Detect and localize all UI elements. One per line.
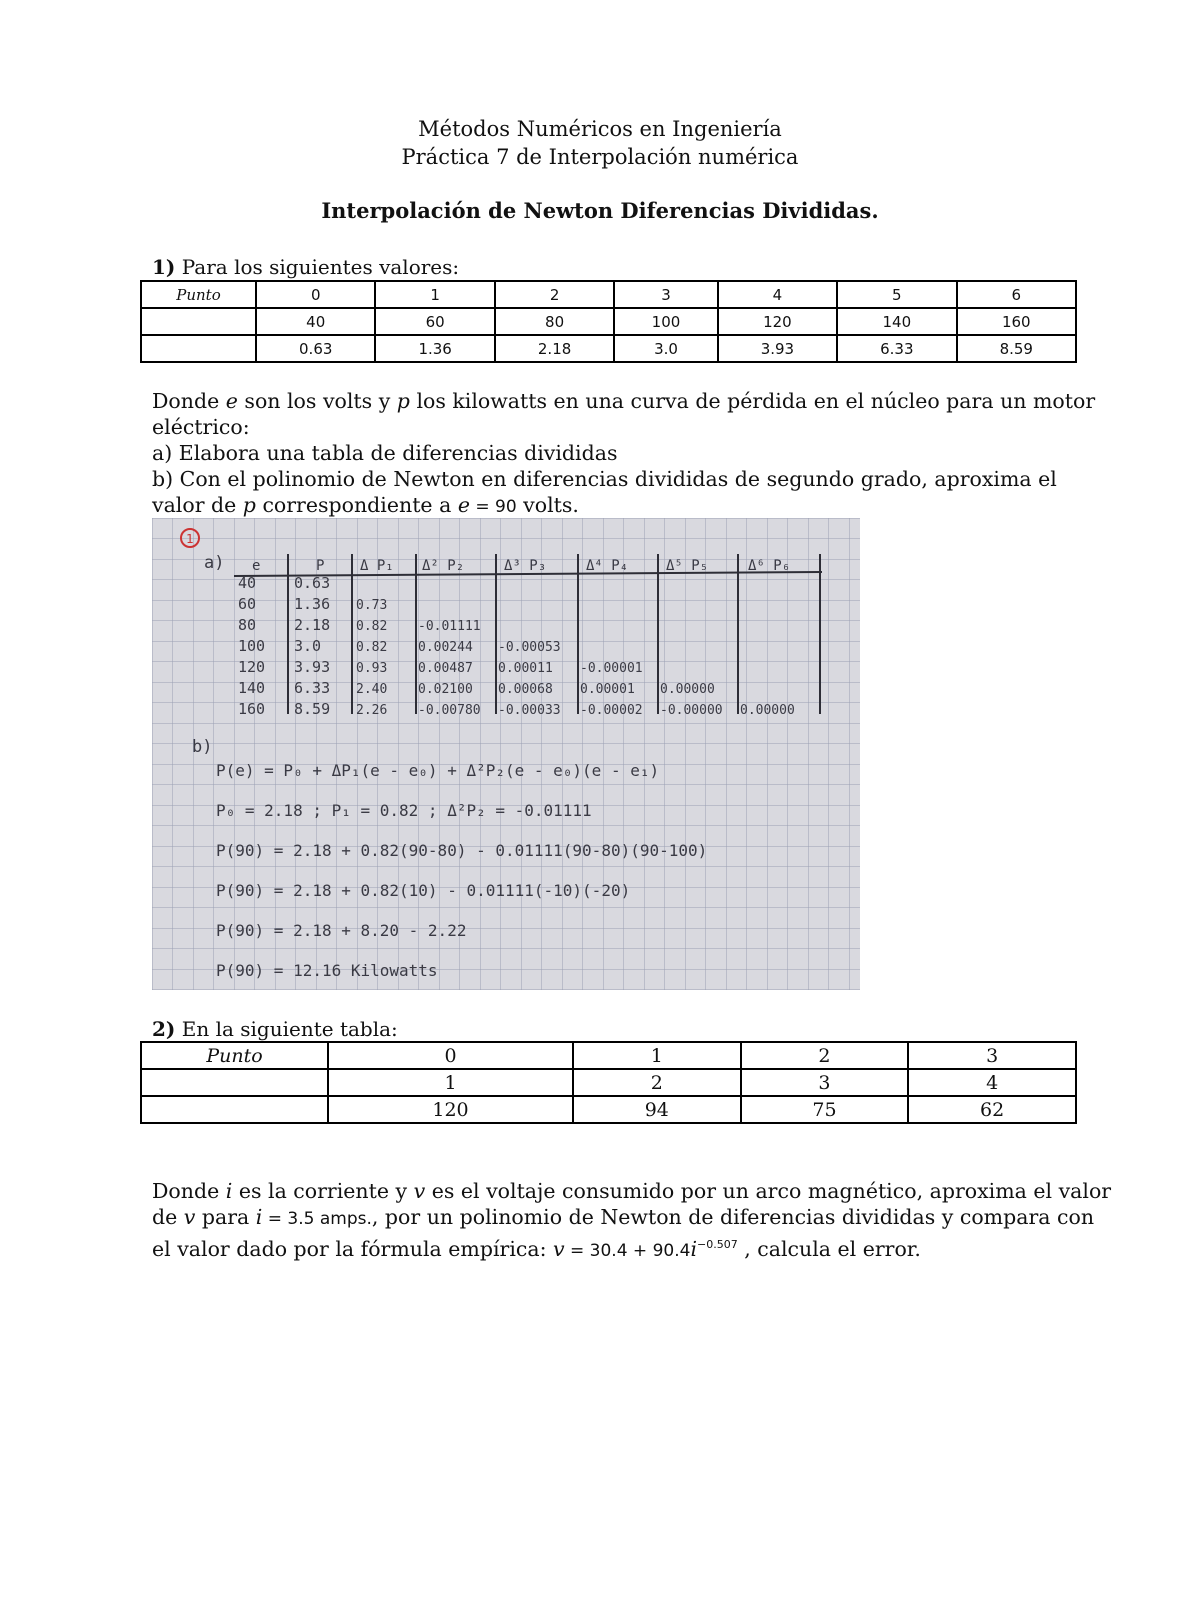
handwritten-cell: 8.59 — [294, 700, 331, 718]
handwritten-line: P₀ = 2.18 ; P₁ = 0.82 ; Δ²P₂ = -0.01111 — [216, 801, 592, 820]
handwritten-line: P(90) = 2.18 + 0.82(90-80) - 0.01111(90-80)(90-100) — [216, 841, 708, 860]
row-label: Punto — [141, 1042, 328, 1069]
question-number: 1) — [152, 255, 176, 279]
variable: p — [242, 493, 256, 517]
handwritten-cell: 40 — [238, 574, 257, 592]
practice-title: Práctica 7 de Interpolación numérica — [401, 145, 799, 169]
handwritten-cell: 3.0 — [294, 637, 322, 655]
text: b) Con el polinomio de Newton en diferencias divididas de segundo grado, aproxima el valor de — [152, 467, 1057, 517]
variable: v — [413, 1179, 426, 1203]
section-title: Interpolación de Newton Diferencias Divididas. — [321, 198, 879, 223]
table-cell: 120 — [328, 1096, 573, 1123]
table-cell: 0.63 — [256, 335, 375, 362]
paragraph — [152, 388, 1112, 440]
row-label — [141, 308, 256, 335]
handwritten-cell: 0.00244 — [418, 640, 473, 655]
equation: = 3.5 amps. — [262, 1209, 372, 1229]
table-cell: 1 — [328, 1069, 573, 1096]
row-label — [141, 335, 256, 362]
table-cell: 1 — [375, 281, 494, 308]
handwritten-cell: 0.00001 — [580, 682, 635, 697]
table-cell: 3.0 — [614, 335, 717, 362]
text: para — [195, 1205, 256, 1229]
table-cell: 3.93 — [718, 335, 837, 362]
handwritten-line: P(e) = P₀ + ΔP₁(e - e₀) + Δ²P₂(e - e₀)(e - e₁) — [216, 761, 660, 780]
equation: = 30.4 + 90.4 — [564, 1240, 691, 1261]
handwritten-cell: 0.82 — [356, 640, 388, 655]
table-cell: 160 — [957, 308, 1076, 335]
table-cell: 1 — [573, 1042, 741, 1069]
table-cell: 100 — [614, 308, 717, 335]
grid-lines — [152, 518, 860, 990]
question-2-prompt — [152, 1017, 398, 1041]
text: son los volts y — [237, 389, 397, 413]
variable: v — [183, 1205, 196, 1229]
question-2-description — [152, 1178, 1112, 1264]
table-cell: 1.36 — [375, 335, 494, 362]
text: los kilowatts en una curva de pérdida en el núcleo para un motor eléctrico: — [152, 389, 1096, 439]
handwritten-cell: 0.63 — [294, 574, 331, 592]
handwritten-header: Δ³ P₃ — [504, 558, 547, 574]
variable: i — [225, 1179, 233, 1203]
handwritten-cell: 6.33 — [294, 679, 331, 697]
handwritten-cell: 2.26 — [356, 703, 388, 718]
handwritten-cell: 1.36 — [294, 595, 331, 613]
table-cell: 6.33 — [837, 335, 956, 362]
table-cell: 2 — [495, 281, 614, 308]
handwritten-cell: -0.00033 — [498, 703, 561, 718]
question-text: Para los siguientes valores: — [181, 255, 460, 279]
variable: i — [690, 1236, 697, 1261]
table-cell: 40 — [256, 308, 375, 335]
text: Donde — [152, 1179, 226, 1203]
paragraph — [152, 1178, 1112, 1264]
handwritten-cell: -0.01111 — [418, 619, 481, 634]
text: , por un polinomio de Newton de diferencias divididas y compara con el valor dado por la fórmula empírica: — [152, 1205, 1095, 1261]
text: Donde — [152, 389, 226, 413]
table-cell: 0 — [328, 1042, 573, 1069]
table-row — [141, 1096, 1076, 1123]
text: , calcula el error. — [737, 1236, 921, 1261]
handwritten-cell: 100 — [238, 637, 266, 655]
text: es el voltaje consumido por un arco magnético, aproxima el valor de — [152, 1179, 1112, 1229]
row-label: Punto — [141, 281, 256, 308]
table-cell: 94 — [573, 1096, 741, 1123]
handwritten-cell: 0.93 — [356, 661, 388, 676]
question-text: En la siguiente tabla: — [181, 1017, 398, 1041]
handwritten-cell: 0.00011 — [498, 661, 553, 676]
handwritten-cell: 0.00000 — [660, 682, 715, 697]
table-row — [141, 308, 1076, 335]
handwritten-header: Δ P₁ — [360, 558, 394, 574]
variable: v — [553, 1236, 565, 1261]
row-label — [141, 1069, 328, 1096]
text: volts. — [516, 493, 579, 517]
equation: = 90 — [469, 497, 517, 517]
handwritten-cell: 140 — [238, 679, 266, 697]
table-cell: 120 — [718, 308, 837, 335]
handwritten-label: a) — [204, 553, 225, 573]
table-cell: 3 — [741, 1069, 909, 1096]
table-cell: 4 — [908, 1069, 1076, 1096]
table-cell: 2.18 — [495, 335, 614, 362]
row-label — [141, 1096, 328, 1123]
paragraph: a) Elabora una tabla de diferencias divididas — [152, 441, 618, 465]
handwritten-header: Δ⁵ P₅ — [666, 558, 709, 574]
handwritten-cell: 120 — [238, 658, 266, 676]
question-1-prompt — [152, 255, 459, 279]
handwritten-cell: -0.00053 — [498, 640, 561, 655]
variable: i — [255, 1205, 263, 1229]
handwritten-cell: 0.00068 — [498, 682, 553, 697]
data-table-2 — [140, 1041, 1077, 1124]
handwritten-cell: -0.00001 — [580, 661, 643, 676]
handwritten-cell: 3.93 — [294, 658, 331, 676]
paragraph — [152, 466, 1112, 520]
handwritten-cell: 60 — [238, 595, 257, 613]
handwritten-cell: 80 — [238, 616, 257, 634]
table-cell: 6 — [957, 281, 1076, 308]
exponent: −0.507 — [697, 1238, 738, 1251]
table-row — [141, 1069, 1076, 1096]
table-cell: 2 — [573, 1069, 741, 1096]
variable: e — [225, 389, 238, 413]
handwritten-label: b) — [192, 737, 213, 757]
question-1-description — [152, 388, 1112, 520]
table-row — [141, 281, 1076, 308]
handwritten-cell: 0.00000 — [740, 703, 795, 718]
handwritten-cell: -0.00000 — [660, 703, 723, 718]
table-cell: 5 — [837, 281, 956, 308]
handwritten-cell: -0.00780 — [418, 703, 481, 718]
question-marker: 1 — [186, 532, 194, 546]
table-cell: 0 — [256, 281, 375, 308]
variable: p — [396, 389, 410, 413]
table-row — [141, 335, 1076, 362]
data-table-1 — [140, 280, 1077, 363]
handwritten-line: P(90) = 2.18 + 8.20 - 2.22 — [216, 921, 467, 940]
handwritten-header: Δ⁶ P₆ — [748, 558, 791, 574]
course-title: Métodos Numéricos en Ingeniería — [418, 117, 782, 141]
handwritten-cell: 0.00487 — [418, 661, 473, 676]
handwritten-cell: 2.18 — [294, 616, 331, 634]
table-cell: 8.59 — [957, 335, 1076, 362]
text: es la corriente y — [232, 1179, 414, 1203]
table-row — [141, 1042, 1076, 1069]
text: correspondiente a — [255, 493, 458, 517]
handwritten-cell: 2.40 — [356, 682, 388, 697]
handwritten-solution-photo — [152, 518, 860, 990]
table-cell: 60 — [375, 308, 494, 335]
handwritten-cell: 160 — [238, 700, 266, 718]
table-cell: 80 — [495, 308, 614, 335]
table-cell: 3 — [908, 1042, 1076, 1069]
handwritten-cell: 0.02100 — [418, 682, 473, 697]
handwritten-header: Δ⁴ P₄ — [586, 558, 629, 574]
table-cell: 62 — [908, 1096, 1076, 1123]
table-cell: 75 — [741, 1096, 909, 1123]
handwritten-header: e — [252, 558, 261, 574]
handwritten-header: Δ² P₂ — [422, 558, 465, 574]
handwritten-header: P — [316, 558, 325, 574]
handwritten-cell: -0.00002 — [580, 703, 643, 718]
handwritten-line: P(90) = 12.16 Kilowatts — [216, 961, 438, 980]
handwritten-line: P(90) = 2.18 + 0.82(10) - 0.01111(-10)(-20) — [216, 881, 631, 900]
variable: e — [457, 493, 470, 517]
table-cell: 3 — [614, 281, 717, 308]
question-number: 2) — [152, 1017, 176, 1041]
table-cell: 2 — [741, 1042, 909, 1069]
handwritten-cell: 0.82 — [356, 619, 388, 634]
table-cell: 4 — [718, 281, 837, 308]
table-cell: 140 — [837, 308, 956, 335]
handwritten-cell: 0.73 — [356, 598, 388, 613]
